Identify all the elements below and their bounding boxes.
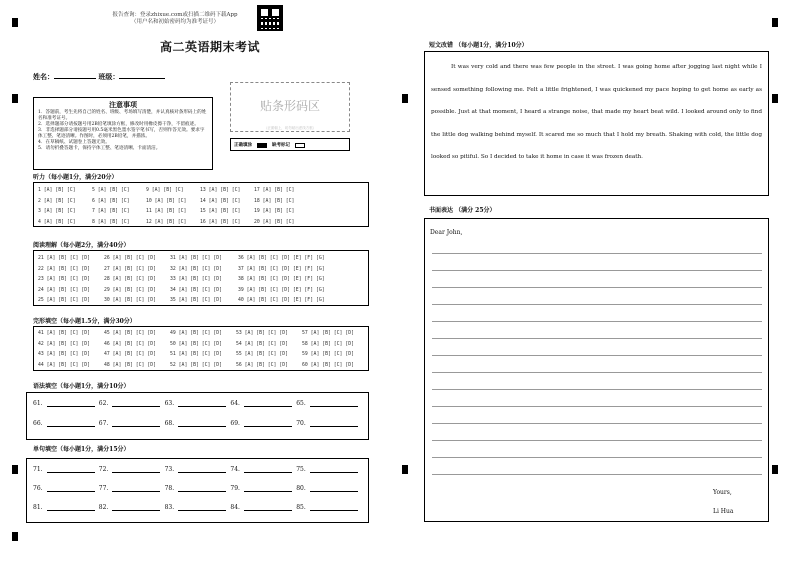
answer-blank[interactable] [112,465,160,473]
cloze-box [33,326,369,371]
writing-line[interactable] [432,321,762,322]
blank-number: 76. [33,485,43,492]
answer-option[interactable]: 38 [A] [B] [C] [D] [E] [F] [G] [238,277,325,282]
blank-number: 83. [164,504,175,511]
name-label: 姓名： [33,72,54,81]
answer-option[interactable]: 22 [A] [B] [C] [D] [38,266,90,272]
writing-box[interactable] [424,218,769,522]
answer-option[interactable]: 32 [A] [B] [C] [D] [170,266,222,272]
blank-number: 84. [230,504,240,511]
answer-blank[interactable] [244,399,292,407]
blank-number: 65. [296,400,306,407]
answer-option[interactable]: 41 [A] [B] [C] [D] [38,331,90,336]
answer-option[interactable]: 30 [A] [B] [C] [D] [104,298,156,303]
answer-blank[interactable] [112,503,160,511]
answer-option[interactable]: 31 [A] [B] [C] [D] [170,256,222,261]
writing-line[interactable] [432,474,762,475]
answer-option[interactable]: 59 [A] [B] [C] [D] [302,352,354,357]
blank-number: 81. [33,504,43,511]
alignment-mark [772,18,778,27]
writing-line[interactable] [432,423,762,424]
letter-greeting: Dear John, [430,229,463,236]
answer-blank[interactable] [47,419,95,427]
filled-mark-icon [257,143,267,148]
answer-option[interactable]: 27 [A] [B] [C] [D] [104,266,156,272]
notice-item: 2．选择题部分请按题号用2B铅笔填涂方框，修改时用橡皮擦干净，不留痕迹。 [38,122,199,127]
blank-number: 78. [164,485,175,492]
answer-blank[interactable] [178,503,226,511]
legend-correct-label: 正确填涂 [234,143,252,148]
blank-number: 82. [98,504,109,511]
answer-option[interactable]: 48 [A] [B] [C] [D] [104,362,156,368]
legend-absent-label: 缺考标记 [272,143,290,148]
writing-line[interactable] [432,338,762,339]
answer-blank[interactable] [244,419,292,427]
alignment-mark [402,465,408,474]
answer-option[interactable]: 36 [A] [B] [C] [D] [E] [F] [G] [238,256,325,261]
writing-line[interactable] [432,440,762,441]
answer-option[interactable]: 11 [A] [B] [C] [146,209,187,214]
alignment-mark [402,94,408,103]
answer-option[interactable]: 46 [A] [B] [C] [D] [104,341,156,347]
alignment-mark [12,94,18,103]
answer-blank[interactable] [244,503,292,511]
answer-option[interactable]: 39 [A] [B] [C] [D] [E] [F] [G] [238,287,325,293]
notice-item: 3．非选择题部分请按题号用0.5毫米黑色墨水签字笔书写，否则作答无效。要求字体工整、笔迹清晰。作图时，必须用2B铅笔，并描浓。 [38,128,205,139]
letter-signature: Li Hua [713,508,734,515]
writing-line[interactable] [432,253,762,254]
answer-option[interactable]: 6 [A] [B] [C] [92,198,130,204]
barcode-area [230,82,350,132]
answer-option[interactable]: 60 [A] [B] [C] [D] [302,362,354,368]
answer-option[interactable]: 55 [A] [B] [C] [D] [236,352,288,357]
class-field[interactable] [119,72,165,79]
answer-option[interactable]: 47 [A] [B] [C] [D] [104,352,156,357]
word-fill-box [26,458,369,523]
answer-option[interactable]: 18 [A] [B] [C] [254,198,295,204]
legend-box [230,138,350,151]
qr-code [257,5,283,31]
answer-blank[interactable] [310,503,358,511]
answer-blank[interactable] [178,484,226,492]
answer-option[interactable]: 57 [A] [B] [C] [D] [302,331,354,336]
writing-line[interactable] [432,457,762,458]
notice-item: 5．请勿折叠答题卡，保持字体工整、笔迹清晰、卡面清洁。 [38,146,161,151]
absent-checkbox[interactable] [295,143,305,148]
answer-option[interactable]: 25 [A] [B] [C] [D] [38,298,90,303]
blank-number: 68. [164,420,175,427]
answer-option[interactable]: 3 [A] [B] [C] [38,209,76,214]
answer-option[interactable]: 5 [A] [B] [C] [92,188,130,193]
page-title: 高二英语期末考试 [159,40,260,54]
barcode-title: 贴条形码区 [259,99,320,113]
answer-option[interactable]: 50 [A] [B] [C] [D] [170,341,222,347]
answer-option[interactable]: 10 [A] [B] [C] [146,198,187,204]
blank-number: 74. [230,466,240,473]
answer-option[interactable]: 16 [A] [B] [C] [200,219,241,225]
answer-blank[interactable] [47,503,95,511]
answer-option[interactable]: 33 [A] [B] [C] [D] [170,277,222,282]
grammar-box [26,392,369,440]
answer-blank[interactable] [47,465,95,473]
notice-item: 4．在草稿纸、试题卷上答题无效。 [38,140,110,145]
answer-option[interactable]: 13 [A] [B] [C] [200,188,241,193]
correction-title: 短文改错 （每小题1分，满分10分） [429,42,528,49]
writing-line[interactable] [432,270,762,271]
answer-blank[interactable] [112,484,160,492]
answer-option[interactable]: 34 [A] [B] [C] [D] [170,287,222,293]
answer-option[interactable]: 35 [A] [B] [C] [D] [170,298,222,303]
answer-option[interactable]: 19 [A] [B] [C] [254,209,295,214]
answer-blank[interactable] [178,465,226,473]
answer-option[interactable]: 44 [A] [B] [C] [D] [38,362,90,368]
answer-blank[interactable] [47,399,95,407]
alignment-mark [12,18,18,27]
barcode-hint: （正面朝上，切勿贴出虚线方框） [263,126,317,130]
writing-line[interactable] [432,389,762,390]
blank-number: 77. [98,485,109,492]
answer-option[interactable]: 29 [A] [B] [C] [D] [104,287,156,293]
blank-number: 71. [33,466,43,473]
notice-title: 注意事项 [109,100,137,109]
blank-number: 69. [230,420,240,427]
answer-option[interactable]: 51 [A] [B] [C] [D] [170,352,222,357]
blank-number: 79. [230,485,240,492]
blank-number: 67. [98,420,109,427]
alignment-mark [772,465,778,474]
answer-option[interactable]: 52 [A] [B] [C] [D] [170,362,222,368]
writing-title: 书面表达 （满分 25分） [429,207,496,214]
reading-title: 阅读理解（每小题2分，满分40分） [33,242,130,249]
answer-option[interactable]: 21 [A] [B] [C] [D] [38,256,90,261]
blank-number: 62. [98,400,109,407]
answer-blank[interactable] [178,399,226,407]
answer-option[interactable]: 37 [A] [B] [C] [D] [E] [F] [G] [238,266,325,272]
answer-option[interactable]: 26 [A] [B] [C] [D] [104,256,156,261]
writing-line[interactable] [432,304,762,305]
answer-option[interactable]: 12 [A] [B] [C] [146,219,187,225]
cloze-title: 完形填空（每小题1.5分，满分30分） [33,318,136,325]
answer-option[interactable]: 53 [A] [B] [C] [D] [236,331,288,336]
writing-line[interactable] [432,406,762,407]
answer-option[interactable]: 20 [A] [B] [C] [254,219,295,225]
alignment-mark [12,532,18,541]
answer-blank[interactable] [112,399,160,407]
answer-option[interactable]: 43 [A] [B] [C] [D] [38,352,90,357]
answer-option[interactable]: 1 [A] [B] [C] [38,188,76,193]
answer-option[interactable]: 9 [A] [B] [C] [146,188,184,193]
answer-option[interactable]: 45 [A] [B] [C] [D] [104,331,156,336]
notice-box [33,97,213,170]
listening-box [33,182,369,227]
answer-blank[interactable] [310,399,358,407]
answer-option[interactable]: 24 [A] [B] [C] [D] [38,287,90,293]
blank-number: 72. [98,466,109,473]
answer-blank[interactable] [310,419,358,427]
answer-option[interactable]: 40 [A] [B] [C] [D] [E] [F] [G] [238,298,325,303]
correction-box[interactable] [424,51,769,196]
answer-option[interactable]: 8 [A] [B] [C] [92,219,130,225]
blank-number: 70. [296,420,306,427]
answer-blank[interactable] [310,484,358,492]
answer-option[interactable]: 58 [A] [B] [C] [D] [302,341,354,347]
blank-number: 63. [164,400,175,407]
reading-box [33,250,369,306]
blank-number: 73. [164,466,175,473]
listening-title: 听力（每小题1分，满分20分） [33,174,118,181]
answer-option[interactable]: 14 [A] [B] [C] [200,198,241,204]
writing-line[interactable] [432,372,762,373]
report-query-note: 报告查询：登录zhixue.com或扫描二维码下载App （用户名和初始密码均为准考证号） [112,12,238,25]
class-label: 班级： [98,72,120,81]
blank-number: 75. [296,466,306,473]
answer-option[interactable]: 4 [A] [B] [C] [38,219,76,225]
blank-number: 85. [296,504,306,511]
name-field[interactable] [54,72,96,79]
answer-option[interactable]: 2 [A] [B] [C] [38,198,76,204]
blank-number: 64. [230,400,240,407]
correction-passage: It was very cold and there was few people in the street. I was going home after jogging last night while I sensed something following me. Felt a little frightened, I was quickened my pace hoping to get home as early as possible. Just at that moment, I heard a strange noise, that made my heart beat wild. I looked around only to find the little dog walking behind myself. It scared me so much that I hold my breath. Shaking with cold, the little dog looked so pitiful. So I decided to take it home in case it was frozen death. [431,64,762,160]
answer-option[interactable]: 7 [A] [B] [C] [92,209,130,214]
notice-item: 1．答题前，考生先将自己的姓名、班级、考场填写清楚，并认真核对条形码上的姓名和准考证号。 [38,110,207,121]
answer-blank[interactable] [47,484,95,492]
student-info-row [33,72,165,82]
answer-blank[interactable] [244,465,292,473]
word-fill-title: 单句填空（每小题1分，满分15分） [33,446,130,453]
answer-blank[interactable] [178,419,226,427]
blank-number: 80. [296,485,306,492]
alignment-mark [12,465,18,474]
answer-option[interactable]: 28 [A] [B] [C] [D] [104,277,156,282]
answer-option[interactable]: 17 [A] [B] [C] [254,188,295,193]
answer-blank[interactable] [310,465,358,473]
grammar-title: 语法填空（每小题1分，满分10分） [33,383,130,390]
answer-option[interactable]: 56 [A] [B] [C] [D] [236,362,288,368]
answer-option[interactable]: 23 [A] [B] [C] [D] [38,277,90,282]
answer-option[interactable]: 49 [A] [B] [C] [D] [170,331,222,336]
letter-closing: Yours, [713,489,732,496]
answer-option[interactable]: 42 [A] [B] [C] [D] [38,341,90,347]
answer-option[interactable]: 15 [A] [B] [C] [200,209,241,214]
blank-number: 61. [33,400,43,407]
answer-blank[interactable] [244,484,292,492]
blank-number: 66. [33,420,43,427]
answer-option[interactable]: 54 [A] [B] [C] [D] [236,341,288,347]
writing-line[interactable] [432,355,762,356]
answer-blank[interactable] [112,419,160,427]
writing-line[interactable] [432,287,762,288]
alignment-mark [772,94,778,103]
